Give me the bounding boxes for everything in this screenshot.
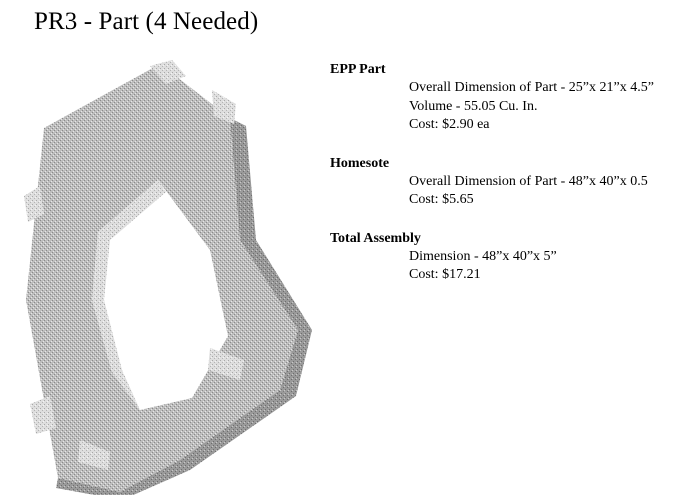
- spec-line: Overall Dimension of Part - 48”x 40”x 0.5: [409, 173, 648, 189]
- spec-line: Cost: $5.65: [409, 192, 474, 207]
- spec-section-homesote: [330, 155, 680, 210]
- spec-section-epp: [330, 61, 680, 135]
- spec-line: Overall Dimension of Part - 25”x 21”x 4.5”: [409, 80, 654, 95]
- spec-line: Volume - 55.05 Cu. In.: [409, 98, 538, 114]
- spec-heading: Total Assembly: [330, 230, 421, 246]
- foam-part-image: [0, 50, 320, 495]
- spec-line: Cost: $17.21: [409, 267, 481, 282]
- spec-heading: Homesote: [330, 155, 390, 171]
- part-frame-face: [26, 64, 298, 492]
- spec-list: [330, 61, 680, 305]
- spec-section-total-assembly: [330, 230, 680, 285]
- page-title: PR3 - Part (4 Needed): [34, 8, 259, 35]
- spec-line: Dimension - 48”x 40”x 5”: [409, 248, 557, 264]
- spec-heading: EPP Part: [330, 62, 386, 77]
- spec-line: Cost: $2.90 ea: [409, 117, 490, 132]
